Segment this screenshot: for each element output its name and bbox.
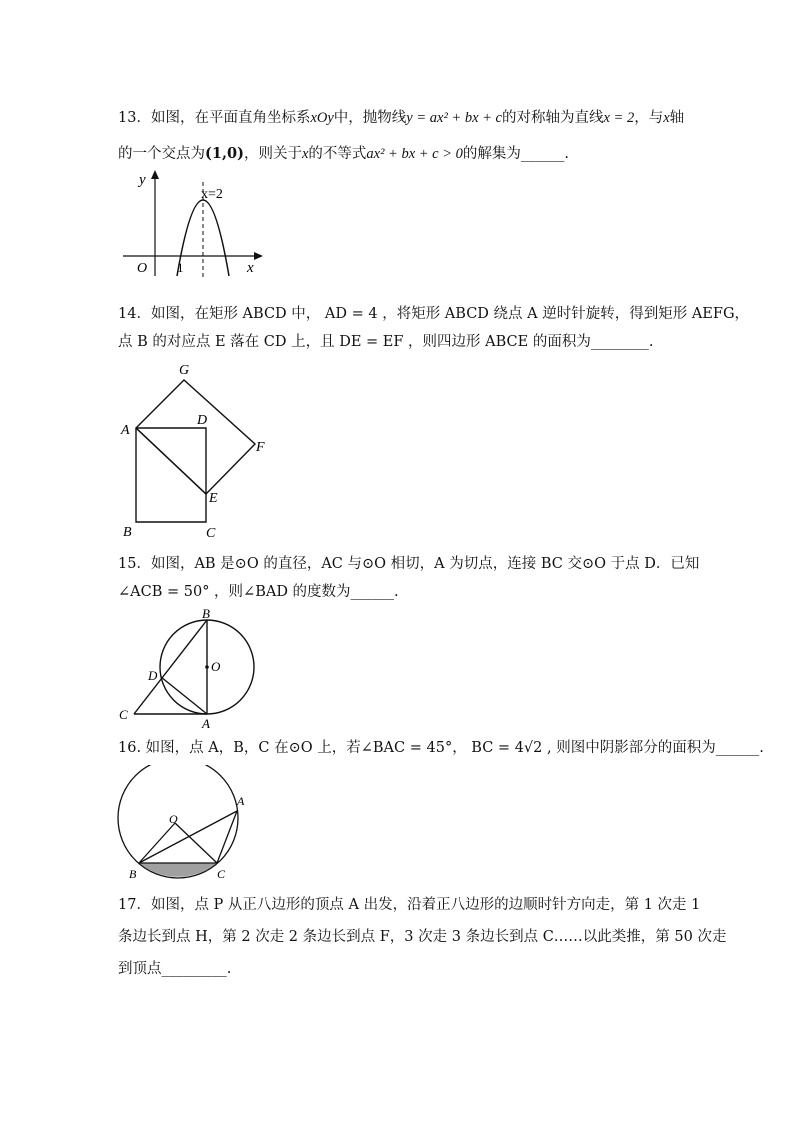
q15-label-c: C bbox=[119, 707, 128, 722]
q14-line1: 14．如图，在矩形 ABCD 中， AD = 4 ，将矩形 ABCD 绕点 A 逆时针旋转，得到矩形 AEFG， bbox=[118, 306, 750, 322]
q16-circle-figure bbox=[115, 765, 250, 885]
q14-label-a: A bbox=[121, 423, 130, 438]
q15-label-o: O bbox=[211, 659, 221, 674]
q16-line1: 16. 如图，点 A，B，C 在⊙O 上，若∠BAC = 45°， BC = 4√2 , 则图中阴影部分的面积为______. bbox=[118, 740, 764, 756]
q16-label-c: C bbox=[217, 867, 226, 881]
q14-line2: 点 B 的对应点 E 落在 CD 上，且 DE = EF ，则四边形 ABCE 的面积为________. bbox=[118, 334, 654, 350]
q15-line2: ∠ACB = 50° ，则∠BAD 的度数为______. bbox=[118, 584, 399, 600]
q15-line1: 15．如图，AB 是⊙O 的直径，AC 与⊙O 相切，A 为切点，连接 BC 交⊙O 于点 D．已知 bbox=[118, 556, 700, 572]
q14-label-e: E bbox=[209, 491, 218, 506]
q16-label-o: O bbox=[169, 812, 178, 826]
q14-label-f: F bbox=[256, 440, 265, 455]
q14-label-b: B bbox=[123, 525, 132, 540]
q13-label-axis: x=2 bbox=[201, 187, 223, 202]
q17-line1: 17．如图，点 P 从正八边形的顶点 A 出发，沿着正八边形的边顺时针方向走，第 1 次走 1 bbox=[118, 897, 701, 913]
q13-label-o: O bbox=[137, 261, 148, 276]
q15-label-b: B bbox=[202, 607, 210, 621]
q17-line3: 到顶点_________. bbox=[118, 961, 232, 977]
q13-parabola-figure bbox=[115, 168, 275, 283]
q14-label-d: D bbox=[197, 413, 208, 428]
q16-label-b: B bbox=[129, 867, 137, 881]
q13-line1: 13．如图，在平面直角坐标系xOy中，抛物线y = ax² + bx + c的对称轴为直线x = 2，与x轴 bbox=[118, 110, 685, 126]
q13-label-x: x bbox=[247, 260, 254, 276]
q15-label-a: A bbox=[202, 716, 210, 729]
q14-label-g: G bbox=[179, 363, 190, 378]
q14-label-c: C bbox=[206, 526, 216, 541]
q13-line2: 的一个交点为(1,0)，则关于x的不等式ax² + bx + c > 0的解集为______. bbox=[118, 145, 570, 162]
q15-circle-figure bbox=[115, 607, 265, 729]
q13-label-y: y bbox=[139, 172, 146, 188]
q16-label-a: A bbox=[237, 794, 245, 808]
q14-rectangle-figure bbox=[115, 358, 275, 544]
q17-line2: 条边长到点 H，第 2 次走 2 条边长到点 F，3 次走 3 条边长到点 C……以此类推，第 50 次走 bbox=[118, 929, 727, 945]
q15-label-d: D bbox=[148, 668, 158, 683]
q13-label-1: 1 bbox=[177, 260, 184, 275]
